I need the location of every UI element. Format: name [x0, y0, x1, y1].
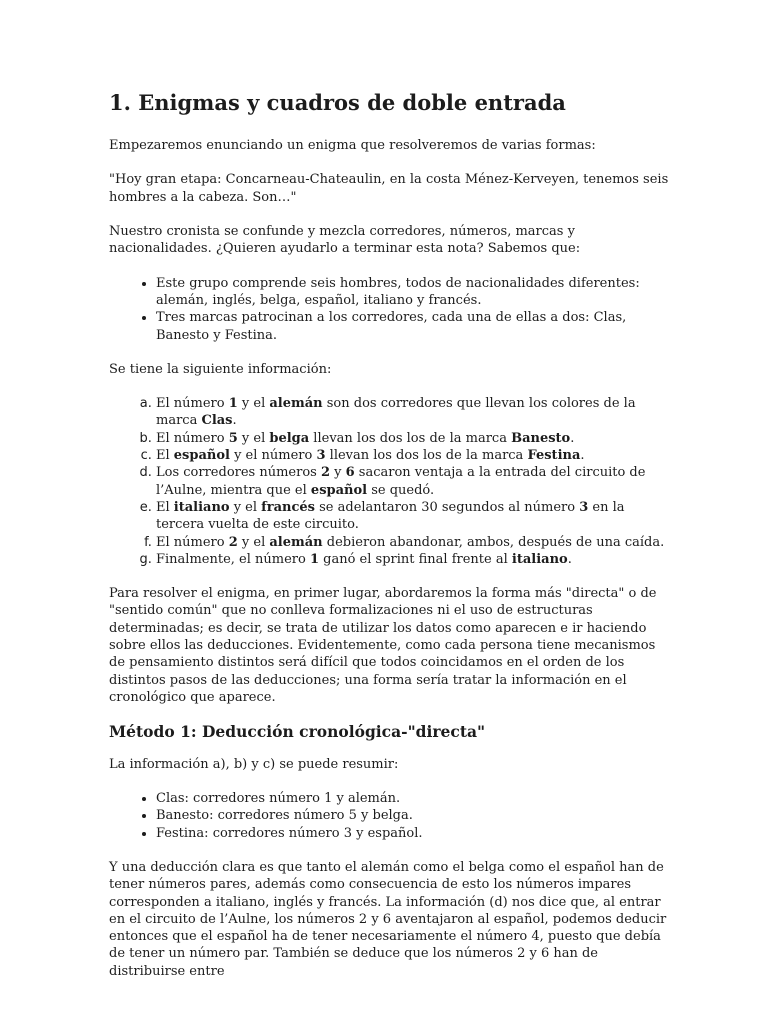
page-title: 1. Enigmas y cuadros de doble entrada [109, 90, 566, 115]
clue-item: f. El número 2 y el alemán debieron abandonar, ambos, después de una caída. [156, 534, 669, 551]
bold-term: 1 [309, 551, 320, 567]
document-page [109, 90, 669, 997]
bold-term: 2 [320, 465, 331, 481]
bold-term: 5 [228, 430, 238, 446]
deduction-paragraph: Y una deducción clara es que tanto el alemán como el belga como el español han de tener números pares, además como consecuencia de esto los números impares corresponden a italiano, inglés y francés. La información (d) nos dice que, al entrar en el circuito de l’Aulne, los números 2 y 6 aventajaron al español, podemos deducir entonces que el español ha de tener necesariamente el número 4, puesto que debía de tener un número par. También se deduce que los números 2 y 6 han de distribuirse entre [109, 859, 667, 979]
intro-paragraph: Empezaremos enunciando un enigma que resolveremos de varias formas: [109, 138, 596, 154]
bold-term: español [310, 482, 368, 498]
bold-term: italiano [173, 499, 230, 515]
bold-term: belga [269, 430, 310, 446]
summary-list [109, 790, 669, 842]
list-item: • Este grupo comprende seis hombres, todos de nacionalidades diferentes: alemán, inglés, belga, español, italiano y francés. [156, 275, 669, 310]
clue-item: e. El italiano y el francés se adelantaron 30 segundos al número 3 en la tercera vuelta de este circuito. [156, 499, 669, 534]
section-heading: Método 1: Deducción cronológica-"directa" [109, 722, 486, 742]
list-item: • Tres marcas patrocinan a los corredores, cada una de ellas a dos: Clas, Banesto y Festina. [156, 309, 669, 344]
bold-term: italiano [511, 551, 568, 567]
bold-term: francés [261, 499, 315, 515]
quote-paragraph: "Hoy gran etapa: Concarneau-Chateaulin, en la costa Ménez-Kerveyen, tenemos seis hombres a la cabeza. Son…" [109, 172, 669, 205]
bold-term: alemán [269, 396, 323, 412]
method-paragraph: Para resolver el enigma, en primer lugar, abordaremos la forma más "directa" o de "sentido común" que no conlleva formalizaciones ni el uso de estructuras determinadas; es decir, se trata de utilizar los datos como aparecen e ir haciendo sobre ellos las deducciones. Evidentemente, como cada persona tiene mecanismos de pensamiento distintos será difícil que todos coincidamos en el orden de los distintos pasos de las deducciones; una forma sería tratar la información en el cronológico que aparece. [109, 586, 657, 705]
clue-item: c. El español y el número 3 llevan los dos los de la marca Festina. [156, 447, 669, 464]
bold-term: alemán [269, 534, 323, 550]
clue-item: d. Los corredores números 2 y 6 sacaron ventaja a la entrada del circuito de l’Aulne, mientra que el español se quedó. [156, 464, 669, 499]
list-item: • Clas: corredores número 1 y alemán. [156, 790, 669, 807]
bold-term: español [173, 448, 230, 464]
bold-term: Festina [527, 448, 581, 464]
bold-term: 1 [228, 396, 238, 412]
clue-item: g. Finalmente, el número 1 ganó el sprint final frente al italiano. [156, 551, 669, 568]
facts-list [109, 275, 669, 344]
list-item: • Festina: corredores número 3 y español. [156, 825, 669, 842]
bold-term: 3 [316, 448, 326, 464]
narrative-paragraph: Nuestro cronista se confunde y mezcla corredores, números, marcas y nacionalidades. ¿Quieren ayudarlo a terminar esta nota? Sabemos que: [109, 224, 581, 257]
clues-list [109, 395, 669, 568]
bold-term: Banesto [511, 430, 571, 446]
bold-term: 3 [579, 499, 589, 515]
bold-term: 6 [345, 465, 355, 481]
info-intro-paragraph: Se tiene la siguiente información: [109, 361, 332, 377]
clue-item: b. El número 5 y el belga llevan los dos los de la marca Banesto. [156, 430, 669, 447]
bold-term: Clas [201, 413, 233, 429]
clue-item: a. El número 1 y el alemán son dos corredores que llevan los colores de la marca Clas. [156, 395, 669, 430]
summary-intro-paragraph: La información a), b) y c) se puede resumir: [109, 756, 399, 772]
bold-term: 2 [228, 534, 238, 550]
list-item: • Banesto: corredores número 5 y belga. [156, 807, 669, 824]
